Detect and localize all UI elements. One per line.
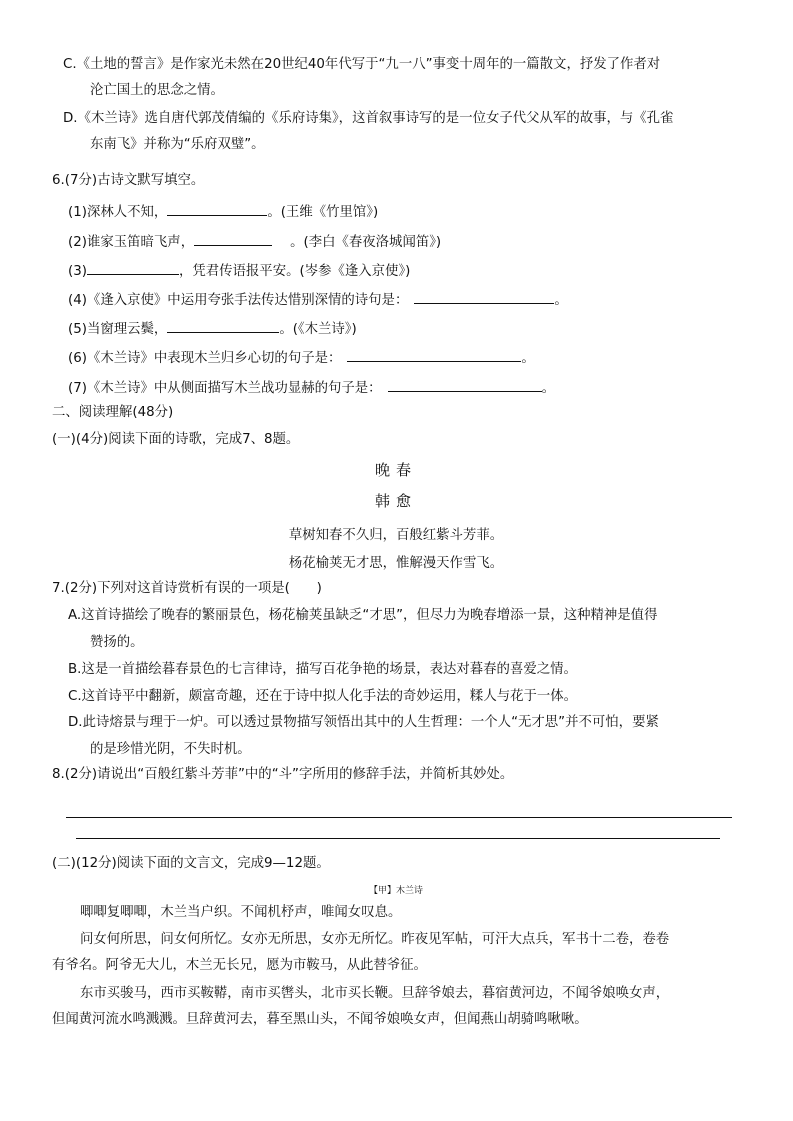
answer-blank[interactable] (388, 377, 542, 392)
q6-item-7 (68, 377, 555, 398)
q6-item-5 (68, 318, 357, 339)
option-c-line2: 沦亡国土的思念之情。 (90, 83, 224, 98)
section-heading: 二、阅读理解(48分) (52, 405, 174, 420)
poem-line-1: 草树知春不久归，百般红紫斗芳菲。 (288, 528, 504, 543)
poem-title: 晚春 (374, 461, 417, 479)
q6-item-5-text: (5)当窗理云鬓， (68, 322, 168, 337)
option-d-line1: D.《木兰诗》选自唐代郭茂倩编的《乐府诗集》，这首叙事诗写的是一位女子代父从军的故事，与《孔雀 (63, 111, 674, 126)
q6-item-1 (68, 201, 378, 222)
q7-option-a-line2: 赞扬的。 (90, 635, 144, 650)
text-title: 【甲】木兰诗 (368, 886, 423, 896)
q7-option-c: C.这首诗平中翻新，颇富奇趣，还在于诗中拟人化手法的奇妙运用，糅人与花于一体。 (68, 689, 578, 704)
subsection-heading-2: (二)(12分)阅读下面的文言文，完成9—12题。 (52, 856, 330, 871)
passage-para-1: 唧唧复唧唧，木兰当户织。不闻机杼声，唯闻女叹息。 (80, 905, 402, 920)
answer-blank[interactable] (347, 347, 521, 362)
q6-item-2 (68, 231, 441, 252)
q6-item-2-text: (2)谁家玉笛暗飞声， (68, 235, 195, 250)
answer-line-1[interactable] (66, 817, 732, 818)
q8-stem: 8.(2分)请说出“百般红紫斗芳菲”中的“斗”字所用的修辞手法，并简析其妙处。 (52, 767, 514, 782)
answer-blank[interactable] (194, 231, 272, 246)
poem-line-2: 杨花榆荚无才思，惟解漫天作雪飞。 (288, 556, 504, 571)
passage-para-2-line1: 问女何所思，问女何所忆。女亦无所思，女亦无所忆。昨夜见军帖，可汗大点兵，军书十二卷，卷卷 (80, 932, 670, 947)
passage-para-2-line2: 有爷名。阿爷无大儿，木兰无长兄，愿为市鞍马，从此替爷征。 (52, 958, 427, 973)
option-c-line1: C.《土地的誓言》是作家光未然在20世纪40年代写于“九一八”事变十周年的一篇散文，抒发了作者对 (63, 57, 661, 72)
q6-item-1-text: (1)深林人不知， (68, 205, 168, 220)
answer-line-2[interactable] (76, 838, 720, 839)
q6-item-4-end: 。 (554, 293, 568, 308)
answer-blank[interactable] (87, 260, 179, 275)
q7-option-b: B.这是一首描绘暮春景色的七言律诗，描写百花争艳的场景，表达对暮春的喜爱之情。 (68, 662, 577, 677)
poem-author: 韩愈 (374, 492, 417, 510)
q7-stem: 7.(2分)下列对这首诗赏析有误的一项是( ) (52, 581, 322, 596)
q6-item-6-end: 。 (521, 351, 535, 366)
q6-item-4-text: (4)《逢入京使》中运用夸张手法传达惜别深情的诗句是： (68, 293, 409, 308)
q6-item-3 (68, 260, 410, 281)
q6-item-1-source: 。(王维《竹里馆》) (267, 205, 379, 220)
q7-option-d-line1: D.此诗熔景与理于一炉。可以透过景物描写领悟出其中的人生哲理：一个人“无才思”并不可怕，要紧 (68, 715, 659, 730)
answer-blank[interactable] (167, 201, 267, 216)
q6-item-3-num: (3) (68, 264, 87, 279)
option-d-line2: 东南飞》并称为“乐府双璧”。 (90, 137, 265, 152)
q6-item-7-end: 。 (541, 381, 555, 396)
q6-item-4 (68, 289, 568, 310)
q6-stem: 6.(7分)古诗文默写填空。 (52, 173, 205, 188)
q6-item-2-source: 。(李白《春夜洛城闻笛》) (290, 235, 442, 250)
answer-blank[interactable] (167, 318, 279, 333)
passage-para-3-line1: 东市买骏马，西市买鞍鞯，南市买辔头，北市买长鞭。旦辞爷娘去，暮宿黄河边，不闻爷娘唤女声， (80, 986, 670, 1001)
passage-para-3-line2: 但闻黄河流水鸣溅溅。旦辞黄河去，暮至黑山头，不闻爷娘唤女声，但闻燕山胡骑鸣啾啾。 (52, 1012, 588, 1027)
subsection-heading-1: (一)(4分)阅读下面的诗歌，完成7、8题。 (52, 432, 300, 447)
q7-option-a-line1: A.这首诗描绘了晚春的繁丽景色，杨花榆荚虽缺乏“才思”，但尽力为晚春增添一景，这种精神是值得 (68, 608, 658, 623)
q7-option-d-line2: 的是珍惜光阴，不失时机。 (90, 742, 251, 757)
answer-blank[interactable] (414, 289, 554, 304)
q6-item-6-text: (6)《木兰诗》中表现木兰归乡心切的句子是： (68, 351, 342, 366)
q6-item-3-text: ，凭君传语报平安。(岑参《逢入京使》) (178, 264, 411, 279)
q6-item-7-text: (7)《木兰诗》中从侧面描写木兰战功显赫的句子是： (68, 381, 382, 396)
q6-item-5-source: 。(《木兰诗》) (279, 322, 357, 337)
q6-item-6 (68, 347, 535, 368)
